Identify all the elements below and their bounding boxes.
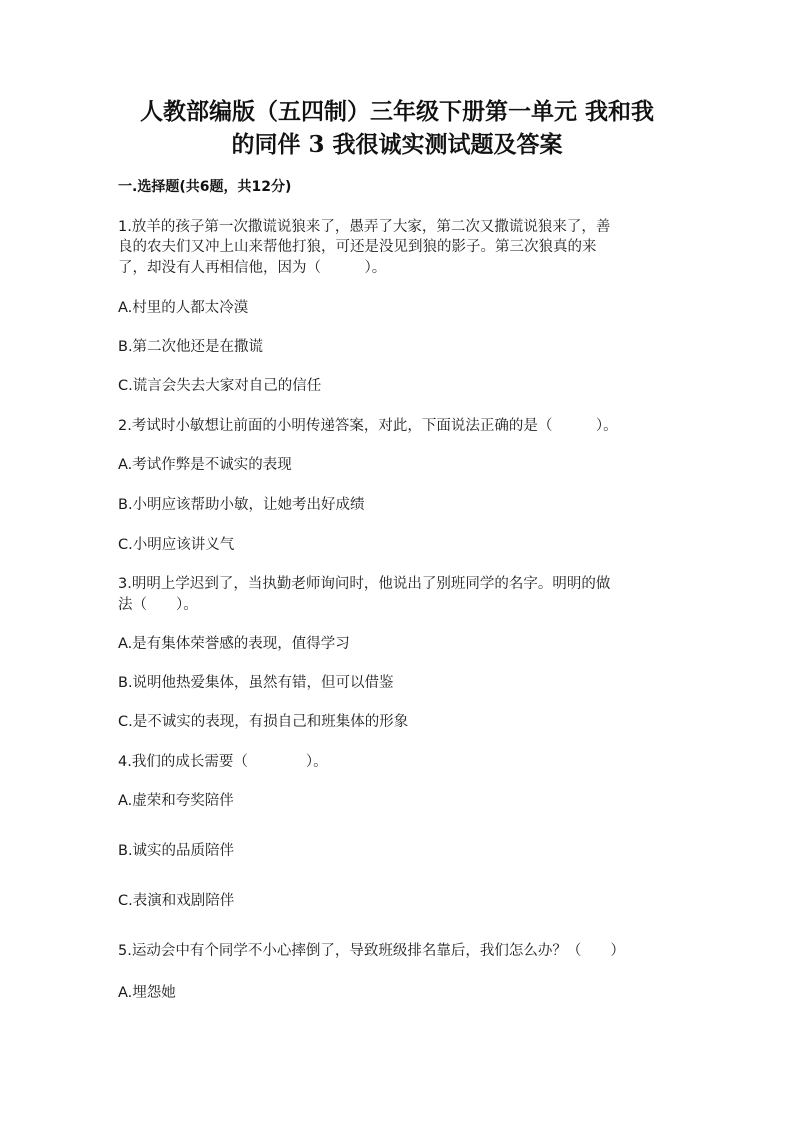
question-2-option-b: B.小明应该帮助小敏，让她考出好成绩	[118, 497, 365, 513]
question-3-option-b: B.说明他热爱集体，虽然有错，但可以借鉴	[118, 675, 394, 691]
question-3-option-c: C.是不诚实的表现，有损自己和班集体的形象	[118, 714, 409, 730]
question-1-option-b: B.第二次他还是在撒谎	[118, 339, 264, 355]
question-1-option-a: A.村里的人都太冷漠	[118, 300, 249, 316]
question-3-stem-line-2: 法（ ）。	[118, 597, 198, 613]
question-4-option-b: B.诚实的品质陪伴	[118, 843, 235, 859]
question-4-stem-line-1: 4.我们的成长需要（ ）。	[118, 754, 328, 770]
question-2-stem-line-1: 2.考试时小敏想让前面的小明传递答案，对此，下面说法正确的是（ ）。	[118, 418, 618, 434]
question-5-stem-line-1: 5.运动会中有个同学不小心摔倒了，导致班级排名靠后，我们怎么办？（ ）	[118, 943, 625, 959]
question-4-option-a: A.虚荣和夸奖陪伴	[118, 793, 234, 809]
question-1-stem-line-2: 良的农夫们又冲上山来帮他打狼，可还是没见到狼的影子。第三次狼真的来	[118, 239, 597, 255]
question-1-stem-line-3: 了，却没有人再相信他，因为（ ）。	[118, 260, 387, 276]
section-heading: 一.选择题(共6题，共12分)	[118, 179, 292, 195]
question-2-option-a: A.考试作弊是不诚实的表现	[118, 457, 292, 473]
question-3-stem-line-1: 3.明明上学迟到了，当执勤老师询问时，他说出了别班同学的名字。明明的做	[118, 576, 611, 592]
document-title-line-2: 的同伴 3 我很诚实测试题及答案	[231, 131, 563, 158]
question-5-option-a: A.埋怨她	[118, 985, 176, 1001]
question-3-option-a: A.是有集体荣誉感的表现，值得学习	[118, 636, 350, 652]
document-title-line-1: 人教部编版（五四制）三年级下册第一单元 我和我	[139, 98, 654, 125]
question-1-stem-line-1: 1.放羊的孩子第一次撒谎说狼来了，愚弄了大家，第二次又撒谎说狼来了，善	[118, 219, 611, 235]
question-2-option-c: C.小明应该讲义气	[118, 537, 235, 553]
question-4-option-c: C.表演和戏剧陪伴	[118, 893, 235, 909]
question-1-option-c: C.谎言会失去大家对自己的信任	[118, 378, 322, 394]
